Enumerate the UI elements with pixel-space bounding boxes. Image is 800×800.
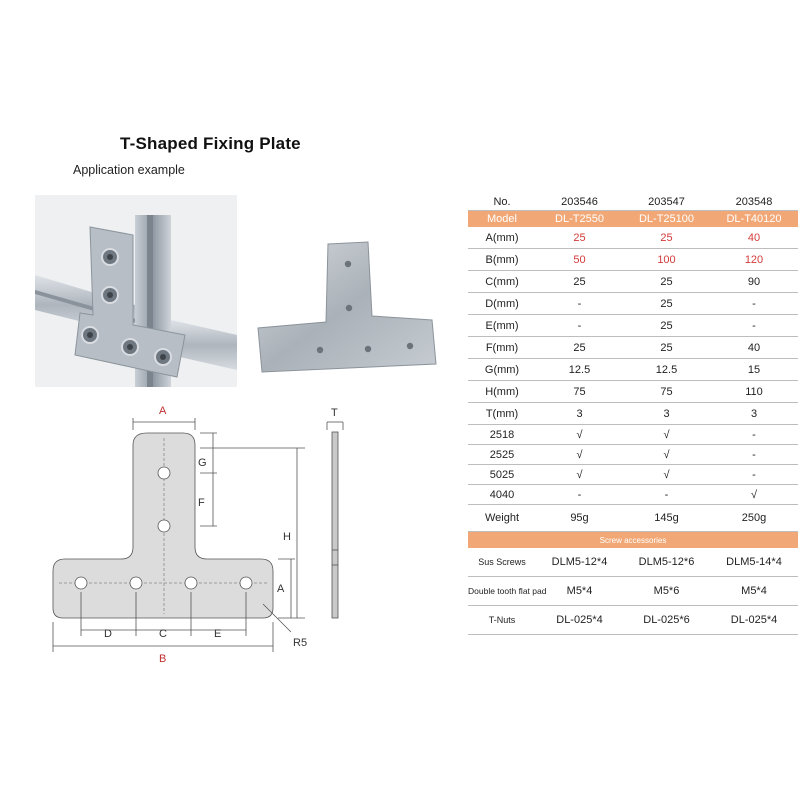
cell-value: √: [536, 445, 623, 465]
cell-value: 203546: [536, 194, 623, 211]
dim-label-h: H: [283, 531, 291, 543]
application-photo-illustration: [35, 195, 237, 387]
row-label: 2518: [468, 425, 536, 445]
technical-drawing: [35, 400, 440, 670]
cell-value: 50: [536, 249, 623, 271]
table-row-t: [468, 403, 798, 425]
cell-value: 25: [623, 337, 710, 359]
table-row-flat-pad: [468, 577, 798, 606]
dim-label-a-side: A: [277, 583, 285, 595]
spec-table: [468, 194, 798, 635]
cell-value: -: [710, 315, 798, 337]
application-photo: [35, 195, 237, 387]
cell-value: 25: [536, 227, 623, 249]
row-label: A(mm): [468, 227, 536, 249]
dim-label-d: D: [104, 628, 112, 640]
plate-photo-illustration: [250, 238, 442, 378]
table-row-g: [468, 359, 798, 381]
cell-value: 3: [623, 403, 710, 425]
row-label: H(mm): [468, 381, 536, 403]
cell-value: DL-T40120: [710, 211, 798, 228]
cell-value: 75: [536, 381, 623, 403]
cell-value: 100: [623, 249, 710, 271]
page-title: T-Shaped Fixing Plate: [120, 134, 301, 153]
cell-value: √: [623, 445, 710, 465]
dim-label-f: F: [198, 497, 205, 509]
cell-value: 12.5: [536, 359, 623, 381]
cell-value: -: [536, 485, 623, 505]
row-label: Sus Screws: [468, 548, 536, 577]
cell-value: √: [536, 465, 623, 485]
cell-value: 250g: [710, 505, 798, 532]
row-label: Double tooth flat pad: [468, 577, 536, 606]
dim-label-r5: R5: [293, 637, 308, 649]
table-row-5025: [468, 465, 798, 485]
cell-value: 75: [623, 381, 710, 403]
dim-label-c: C: [159, 628, 167, 640]
cell-value: DL-025*4: [710, 606, 798, 635]
row-label: E(mm): [468, 315, 536, 337]
cell-value: DLM5-12*4: [536, 548, 623, 577]
dim-label-a-top: A: [159, 405, 167, 417]
table-row-c: [468, 271, 798, 293]
cell-value: DL-T2550: [536, 211, 623, 228]
cell-value: -: [710, 425, 798, 445]
table-row-model: [468, 211, 798, 228]
dim-label-e: E: [214, 628, 222, 640]
table-row-e: [468, 315, 798, 337]
cell-value: M5*6: [623, 577, 710, 606]
side-view-profile: [332, 432, 338, 618]
cell-value: DLM5-12*6: [623, 548, 710, 577]
row-label: T-Nuts: [468, 606, 536, 635]
cell-value: -: [710, 293, 798, 315]
table-row-h: [468, 381, 798, 403]
table-row-number: [468, 194, 798, 211]
cell-value: 120: [710, 249, 798, 271]
row-label: 5025: [468, 465, 536, 485]
table-row-2525: [468, 445, 798, 465]
cell-value: DLM5-14*4: [710, 548, 798, 577]
cell-value: 25: [536, 337, 623, 359]
cell-value: -: [710, 465, 798, 485]
dim-label-g: G: [198, 457, 207, 469]
cell-value: 145g: [623, 505, 710, 532]
section-header: Screw accessories: [468, 532, 798, 549]
cell-value: 3: [710, 403, 798, 425]
cell-value: DL-025*4: [536, 606, 623, 635]
row-label: 2525: [468, 445, 536, 465]
cell-value: 40: [710, 337, 798, 359]
cell-value: 25: [623, 227, 710, 249]
row-label: Model: [468, 211, 536, 228]
cell-value: √: [710, 485, 798, 505]
cell-value: 40: [710, 227, 798, 249]
cell-value: 25: [623, 315, 710, 337]
row-label: F(mm): [468, 337, 536, 359]
table-row-2518: [468, 425, 798, 445]
cell-value: -: [710, 445, 798, 465]
cell-value: -: [536, 315, 623, 337]
cell-value: M5*4: [536, 577, 623, 606]
table-row-t-nuts: [468, 606, 798, 635]
table-row-a: [468, 227, 798, 249]
dim-label-b: B: [159, 653, 167, 665]
cell-value: 95g: [536, 505, 623, 532]
cell-value: 12.5: [623, 359, 710, 381]
row-label: B(mm): [468, 249, 536, 271]
row-label: D(mm): [468, 293, 536, 315]
table-row-f: [468, 337, 798, 359]
row-label: C(mm): [468, 271, 536, 293]
cell-value: M5*4: [710, 577, 798, 606]
cell-value: 15: [710, 359, 798, 381]
table-row-weight: [468, 505, 798, 532]
cell-value: 110: [710, 381, 798, 403]
table-row-4040: [468, 485, 798, 505]
row-label: T(mm): [468, 403, 536, 425]
cell-value: √: [623, 425, 710, 445]
application-example-label: Application example: [73, 163, 185, 177]
table-row-sus-screws: [468, 548, 798, 577]
row-label: Weight: [468, 505, 536, 532]
cell-value: 25: [623, 271, 710, 293]
cell-value: DL-025*6: [623, 606, 710, 635]
cell-value: 203547: [623, 194, 710, 211]
cell-value: 25: [623, 293, 710, 315]
cell-value: -: [536, 293, 623, 315]
cell-value: √: [623, 465, 710, 485]
cell-value: 90: [710, 271, 798, 293]
cell-value: 3: [536, 403, 623, 425]
plate-photo: [250, 238, 442, 378]
cell-value: -: [623, 485, 710, 505]
cell-value: √: [536, 425, 623, 445]
row-label: No.: [468, 194, 536, 211]
table-row-d: [468, 293, 798, 315]
row-label: 4040: [468, 485, 536, 505]
row-label: G(mm): [468, 359, 536, 381]
table-row-accessories-header: [468, 532, 798, 549]
table-row-b: [468, 249, 798, 271]
cell-value: DL-T25100: [623, 211, 710, 228]
cell-value: 203548: [710, 194, 798, 211]
cell-value: 25: [536, 271, 623, 293]
dim-label-t: T: [331, 407, 338, 419]
